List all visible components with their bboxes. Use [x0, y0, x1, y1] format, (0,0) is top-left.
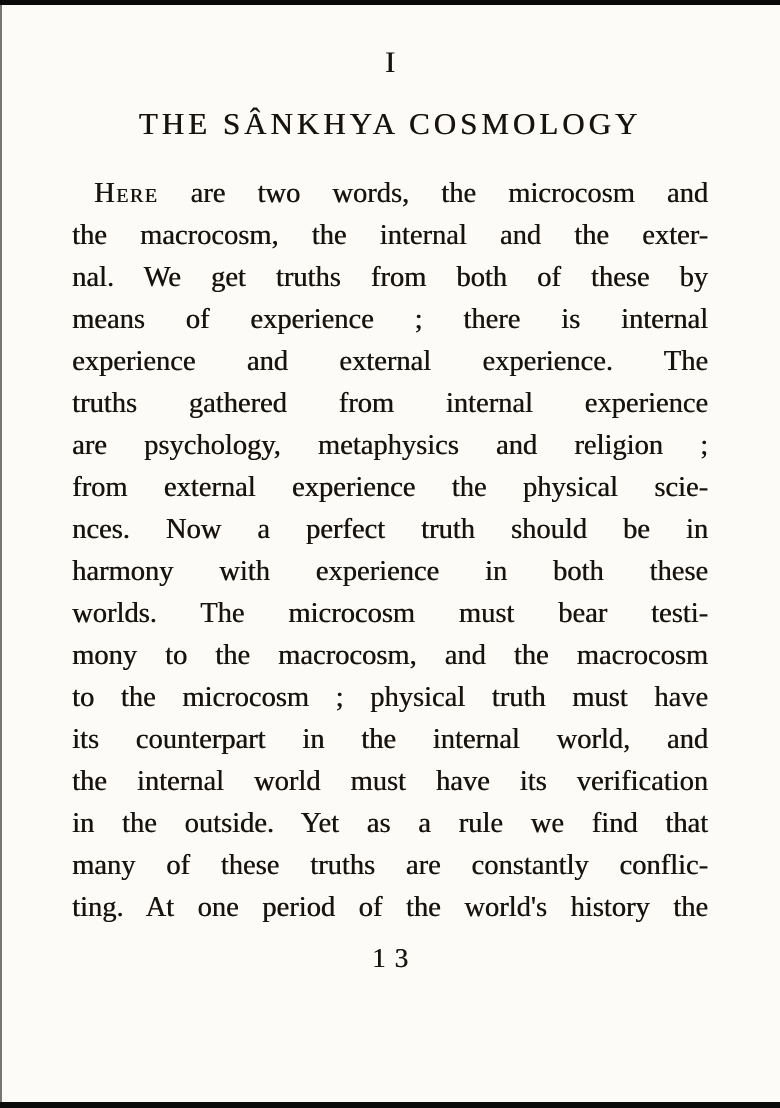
chapter-numeral: I — [385, 46, 395, 79]
text-line: nces. Now a perfect truth should be in — [72, 514, 708, 545]
text-line: experience and external experience. The — [72, 346, 708, 377]
text-line: from external experience the physical scie- — [72, 472, 708, 503]
text-line: means of experience ; there is internal — [72, 304, 708, 335]
text-line: nal. We get truths from both of these by — [72, 262, 708, 293]
text-line: worlds. The microcosm must bear testi- — [72, 598, 708, 629]
text-line: in the outside. Yet as a rule we find that — [72, 808, 708, 839]
page-number: 13 — [372, 943, 417, 973]
scan-edge-bottom — [0, 1102, 780, 1108]
text-line: the macrocosm, the internal and the exter- — [72, 220, 708, 251]
text-line: its counterpart in the internal world, and — [72, 724, 708, 755]
body-paragraph — [72, 173, 708, 929]
scan-edge-top — [0, 0, 780, 5]
text-line: truths gathered from internal experience — [72, 388, 708, 419]
text-line-rest: are two words, the microcosm and — [190, 178, 709, 209]
text-line: harmony with experience in both these — [72, 556, 708, 587]
text-line: to the microcosm ; physical truth must have — [72, 682, 708, 713]
page-title: THE SÂNKHYA COSMOLOGY — [138, 106, 642, 141]
text-line: many of these truths are constantly conflic- — [72, 850, 708, 881]
scan-edge-left — [0, 0, 2, 1108]
lead-word: Here — [94, 178, 159, 209]
text-line — [72, 173, 708, 215]
text-line: ting. At one period of the world's history the — [72, 892, 708, 923]
text-line: are psychology, metaphysics and religion ; — [72, 430, 708, 461]
text-line: mony to the macrocosm, and the macrocosm — [72, 640, 708, 671]
text-line: the internal world must have its verification — [72, 766, 708, 797]
